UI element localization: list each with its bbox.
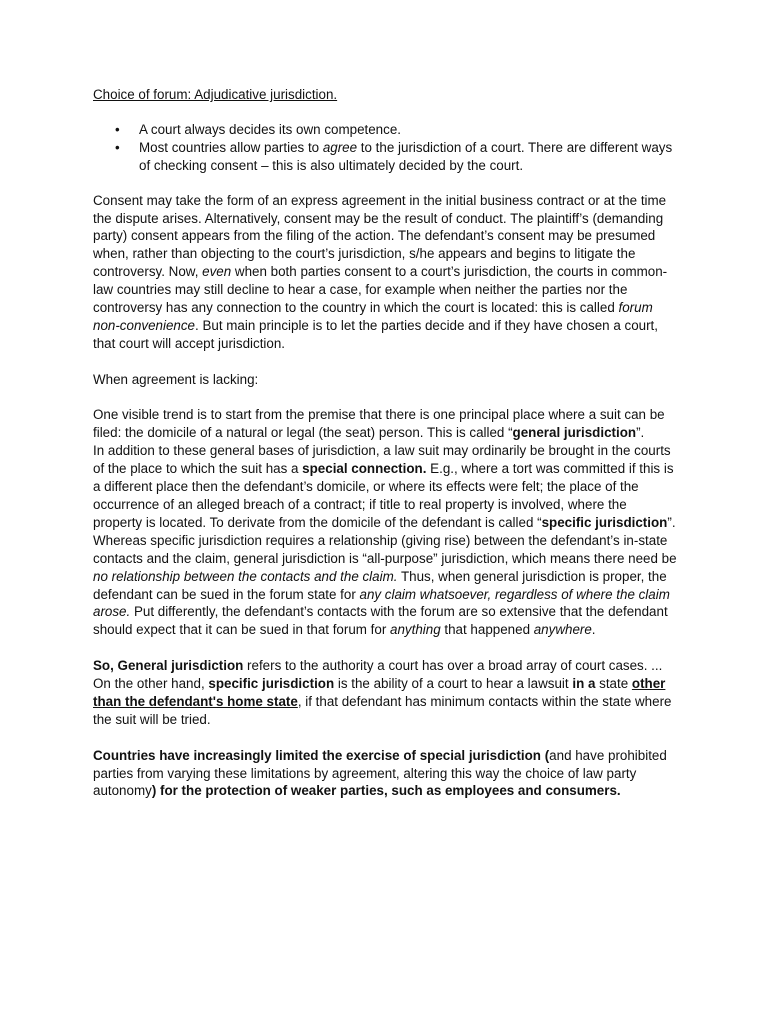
paragraph-special-connection bbox=[93, 442, 678, 639]
bold-so-general-jurisdiction: So, General jurisdiction bbox=[93, 658, 244, 674]
bold-underlined-other-state: other than the defendant's home state bbox=[93, 676, 666, 709]
text-span: that happened bbox=[440, 622, 534, 638]
text-span: when both parties consent to a court’s jurisdiction, the courts in common-law countries may still decline to hear a case, for example when neither the parties nor the controversy has any connection to the country in which the court is located: this is called bbox=[93, 264, 668, 316]
text-span: In addition to these general bases of jurisdiction, a law suit may ordinarily be brought in the courts of the place to which the suit has a bbox=[93, 443, 671, 477]
bold-special-connection: special connection. bbox=[302, 461, 427, 477]
text-span: . But main principle is to let the parties decide and if they have chosen a court, that court will accept jurisdiction. bbox=[93, 317, 658, 351]
document-title: Choice of forum: Adjudicative jurisdiction. bbox=[93, 87, 338, 102]
text-span: Thus, when general jurisdiction is proper, the defendant can be sued in the forum state for bbox=[93, 568, 667, 602]
emphasis-anywhere: anywhere bbox=[533, 622, 592, 638]
emphasis-forum-non-convenience: forum non-convenience bbox=[93, 300, 653, 333]
bold-countries-limited: Countries have increasingly limited the exercise of special jurisdiction ( bbox=[93, 747, 550, 763]
text-span: refers to the authority a court has over a broad array of court cases. ... On the other hand, bbox=[93, 658, 663, 692]
paragraph-so-general bbox=[93, 657, 678, 729]
bullet-item-competence: • A court always decides its own competence. bbox=[139, 121, 678, 139]
emphasis-even: even bbox=[202, 264, 232, 280]
bullet-list bbox=[93, 121, 678, 175]
text-span: ”. Whereas specific jurisdiction requires a relationship (giving rise) between the defendant’s in-state contacts and the claim, general jurisdiction is “all-purpose” jurisdiction, which means there need be bbox=[93, 514, 677, 566]
text-span: One visible trend is to start from the premise that there is one principal place where a suit can be filed: the domicile of a natural or legal (the seat) person. This is called “ bbox=[93, 407, 665, 441]
text-span: ”. bbox=[636, 425, 645, 441]
bold-weaker-parties: ) for the protection of weaker parties, such as employees and consumers. bbox=[151, 783, 621, 799]
text-span: to the jurisdiction of a court. There are different ways of checking consent – this is also ultimately decided by the court. bbox=[139, 139, 673, 173]
emphasis-any-claim: any claim whatsoever, regardless of where the claim arose. bbox=[93, 586, 670, 620]
bullet-item-consent bbox=[139, 139, 678, 175]
paragraph-consent bbox=[93, 192, 678, 353]
text-span: . bbox=[591, 622, 596, 638]
bold-in-a: in a bbox=[572, 676, 596, 692]
text-span: Put differently, the defendant’s contacts with the forum are so extensive that the defendant should expect that it can be sued in that forum for bbox=[93, 604, 668, 638]
text-span: , if that defendant has minimum contacts within the state where the suit will be tried. bbox=[93, 693, 672, 727]
text-span: Consent may take the form of an express agreement in the initial business contract or at the time the dispute arises. Alternatively, consent may be the result of conduct. The plaintiff’s (demanding party) consent appears from the filing of the action. The defendant’s consent may be presumed when, rather than objecting to the court’s jurisdiction, s/he appears and begins to litigate the controversy. Now, bbox=[93, 192, 667, 280]
text-span: Most countries allow parties to bbox=[139, 139, 323, 155]
text-span: E.g., where a tort was committed if this is a different place then the defendant’s domicile, or where its effects were felt; the place of the occurrence of an alleged breach of a contract; if title to real property is involved, where the property is located. To derivate from the domicile of the defendant is called “ bbox=[93, 461, 674, 530]
bold-specific-jurisdiction: specific jurisdiction bbox=[208, 676, 335, 692]
paragraph-general-jurisdiction bbox=[93, 406, 678, 442]
text-span: and have prohibited parties from varying these limitations by agreement, altering this way the choice of law party autonomy bbox=[93, 747, 667, 799]
text-span: is the ability of a court to hear a lawsuit bbox=[334, 676, 573, 692]
paragraph-agreement-lacking: When agreement is lacking: bbox=[93, 371, 259, 387]
emphasis-agree: agree bbox=[322, 139, 358, 155]
emphasis-no-relationship: no relationship between the contacts and the claim. bbox=[93, 568, 398, 584]
text-span: state bbox=[595, 676, 632, 692]
bold-general-jurisdiction: general jurisdiction bbox=[512, 425, 637, 441]
paragraph-countries-limited bbox=[93, 747, 678, 801]
bold-specific-jurisdiction: specific jurisdiction bbox=[541, 514, 668, 530]
emphasis-anything: anything bbox=[390, 622, 441, 638]
